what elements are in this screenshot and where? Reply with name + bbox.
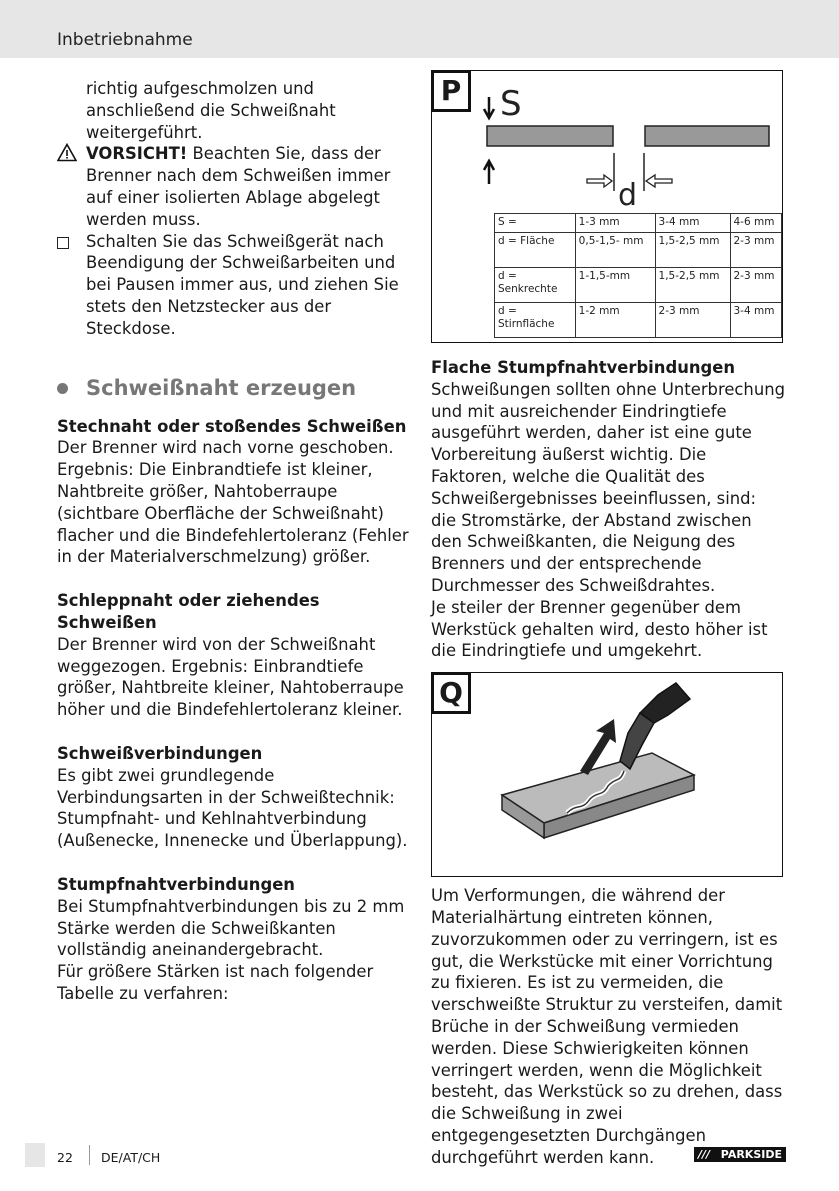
header-title: Inbetriebnahme (57, 30, 193, 50)
table-cell: 4-6 mm (730, 214, 782, 233)
paragraph: Schweißungen sollten ohne Unterbrechung und mit ausreichender Eindringtiefe ausgeführt werden, daher ist eine gute Vorbereitung äußerst wichtig. Die Faktoren, welche die Qualität des Schweißergebnisses beeinflussen, sind: die Stromstärke, der Abstand zwischen den Schweißkanten, die Neigung des Brenners und der entsprechende Durchmesser des Schweißdrahtes. (431, 379, 785, 595)
checkbox-icon (57, 237, 69, 249)
brand-name: PARKSIDE (720, 1148, 782, 1161)
section-title: Schweißnaht erzeugen (86, 375, 357, 400)
table-cell: S = (495, 214, 576, 233)
subsection-title: Schleppnaht oder ziehendes Schweißen (57, 591, 320, 632)
footer-divider (89, 1145, 90, 1165)
s-label: S (500, 84, 522, 124)
table-row (495, 214, 782, 233)
table-cell: 3-4 mm (730, 303, 782, 338)
table-cell: 1-1,5-mm (575, 268, 655, 303)
paragraph: Es gibt zwei grundlegende Verbindungsarten in der Schweißtechnik: Stumpfnaht- und Kehlnahtverbindung (Außenecke, Innenecke und Überlappung). (57, 765, 408, 851)
table-cell: d = Stirnfläche (495, 303, 576, 338)
table-cell: 2-3 mm (730, 233, 782, 268)
d-label: d (618, 178, 638, 213)
table-cell: d = Senkrechte (495, 268, 576, 303)
bullet-icon (57, 383, 68, 394)
section-heading (57, 375, 412, 401)
subsection-title: Schweißverbindungen (57, 743, 263, 763)
right-column (431, 70, 786, 1169)
page-header (0, 0, 839, 58)
warning-block (57, 143, 412, 230)
table-cell: 1-3 mm (575, 214, 655, 233)
checkbox-item (57, 231, 412, 340)
table-cell: 1-2 mm (575, 303, 655, 338)
table-row (495, 268, 782, 303)
checkbox-text: Schalten Sie das Schweißgerät nach Beendigung der Schweißarbeiten und bei Pausen immer aus, und ziehen Sie stets den Netzstecker aus der Steckdose. (86, 231, 399, 338)
subsection-title: Flache Stumpfnahtverbindungen (431, 358, 736, 377)
figure-label: P (431, 70, 471, 112)
table-cell: 2-3 mm (655, 303, 730, 338)
table-row (495, 233, 782, 268)
table-cell: 3-4 mm (655, 214, 730, 233)
brand-stripes: /// (698, 1148, 711, 1161)
table-cell: 1,5-2,5 mm (655, 233, 730, 268)
paragraph: Der Brenner wird nach vorne geschoben. Ergebnis: Die Einbrandtiefe ist kleiner, Nahtbreite größer, Nahtoberraupe (sichtbare Oberfläche der Schweißnaht) flacher und die Bindefehlertoleranz (Fehler in der Materialverschmelzung) größer. (57, 438, 409, 567)
figure-label: Q (431, 672, 471, 714)
table-row (495, 303, 782, 338)
paragraph: Um Verformungen, die während der Materialhärtung eintreten können, zuvorzukommen oder zu verringern, ist es gut, die Werkstücke mit einer Vorrichtung zu fixieren. Es ist zu vermeiden, die verschweißte Struktur zu versteifen, damit Brüche in der Schweißung vermieden werden. Diese Schwierigkeiten können verringert werden, wenn die Möglichkeit besteht, das Werkstück so zu drehen, dass die Schweißung in zwei entgegengesetzten Durchgängen durchgeführt werden kann. (431, 886, 783, 1167)
table-cell: 2-3 mm (730, 268, 782, 303)
paragraph: Bei Stumpfnahtverbindungen bis zu 2 mm Stärke werden die Schweißkanten vollständig aneinandergebracht. (57, 896, 405, 960)
table-cell: 1,5-2,5 mm (655, 268, 730, 303)
brand-logo (694, 1147, 786, 1162)
subsection-title: Stechnaht oder stoßendes Schweißen (57, 416, 407, 436)
paragraph: Je steiler der Brenner gegenüber dem Werkstück gehalten wird, desto höher ist die Eindringtiefe und umgekehrt. (431, 597, 768, 661)
paragraph: Für größere Stärken ist nach folgender Tabelle zu verfahren: (57, 962, 374, 1003)
table-cell: d = Fläche (495, 233, 576, 268)
footer-marker (25, 1143, 45, 1167)
intro-text: richtig aufgeschmolzen und anschließend die Schweißnaht weitergeführt. (86, 79, 336, 142)
table-cell: 0,5-1,5- mm (575, 233, 655, 268)
warning-label: VORSICHT! (86, 144, 188, 164)
left-column (57, 78, 412, 1005)
page-number: 22 (57, 1150, 73, 1165)
warning-text: Beachten Sie, dass der Brenner nach dem Schweißen immer auf einer isolierten Ablage abgelegt werden muss. (86, 144, 391, 229)
figure-q (431, 672, 783, 877)
paragraph: Der Brenner wird von der Schweißnaht weggezogen. Ergebnis: Einbrandtiefe größer, Nahtbreite kleiner, Nahtoberraupe höher und die Bindefehlertoleranz kleiner. (57, 634, 404, 720)
footer-language: DE/AT/CH (101, 1150, 161, 1165)
spec-table (494, 213, 782, 338)
figure-p (431, 70, 783, 343)
warning-icon (57, 143, 77, 168)
subsection-title: Stumpfnahtverbindungen (57, 874, 295, 894)
welding-illustration (432, 673, 782, 876)
